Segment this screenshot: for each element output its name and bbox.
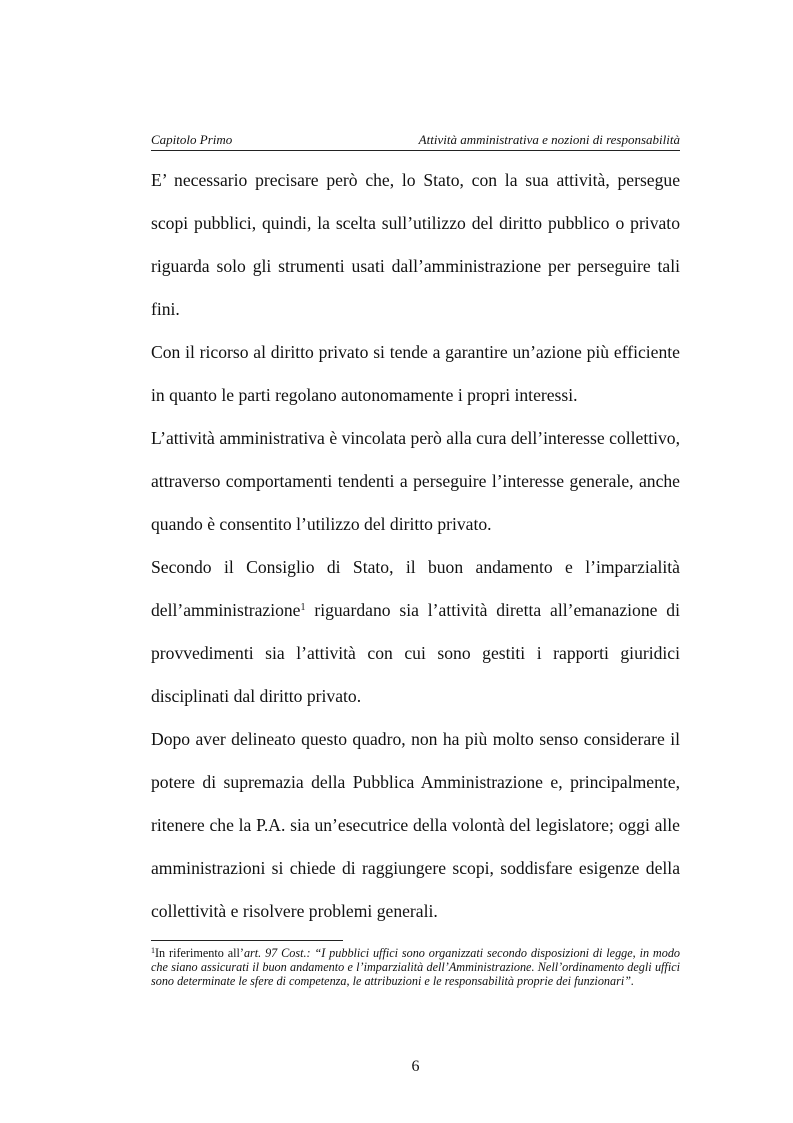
footnote [151, 946, 680, 988]
footnote-lead: In riferimento all’ [155, 946, 244, 960]
footnote-marker: 1 [151, 946, 155, 955]
footnote-reference: 1 [300, 602, 306, 613]
running-header [151, 130, 680, 151]
page-number: 6 [411, 1058, 420, 1075]
paragraph-4-before: Secondo il Consiglio di Stato, il buon andamento e l’imparzialità dell’amministrazione [151, 557, 680, 620]
paragraph-4-after: riguardano sia l’attività diretta all’emanazione di provvedimenti sia l’attività con cui sono gestiti i rapporti giuridici disciplinati dal diritto privato. [151, 600, 680, 706]
body-text [151, 159, 680, 933]
section-title: Attività amministrativa e nozioni di responsabilità [418, 132, 680, 147]
footnote-citation: art. 97 Cost.: “I pubblici uffici sono organizzati secondo disposizioni di legge, in modo che siano assicurati il buon andamento e l’imparzialità dell’Amministrazione. Nell’ordinamento degli uffici sono determinate le sfere di competenza, le attribuzioni e le responsabilità proprie dei funzionari”. [151, 946, 681, 988]
chapter-label: Capitolo Primo [151, 132, 233, 147]
paragraph-2: Con il ricorso al diritto privato si tende a garantire un’azione più efficiente in quanto le parti regolano autonomamente i propri interessi. [151, 342, 680, 405]
paragraph-3: L’attività amministrativa è vincolata però alla cura dell’interesse collettivo, attraverso comportamenti tendenti a perseguire l’interesse generale, anche quando è consentito l’utilizzo del diritto privato. [151, 428, 680, 534]
paragraph-1: E’ necessario precisare però che, lo Stato, con la sua attività, persegue scopi pubblici, quindi, la scelta sull’utilizzo del diritto pubblico o privato riguarda solo gli strumenti usati dall’amministrazione per perseguire tali fini. [151, 170, 680, 319]
paragraph-5: Dopo aver delineato questo quadro, non ha più molto senso considerare il potere di supremazia della Pubblica Amministrazione e, principalmente, ritenere che la P.A. sia un’esecutrice della volontà del legislatore; oggi alle amministrazioni si chiede di raggiungere scopi, soddisfare esigenze della collettività e risolvere problemi generali. [151, 729, 680, 921]
footnote-separator [151, 940, 343, 941]
paragraph-4 [151, 546, 680, 718]
